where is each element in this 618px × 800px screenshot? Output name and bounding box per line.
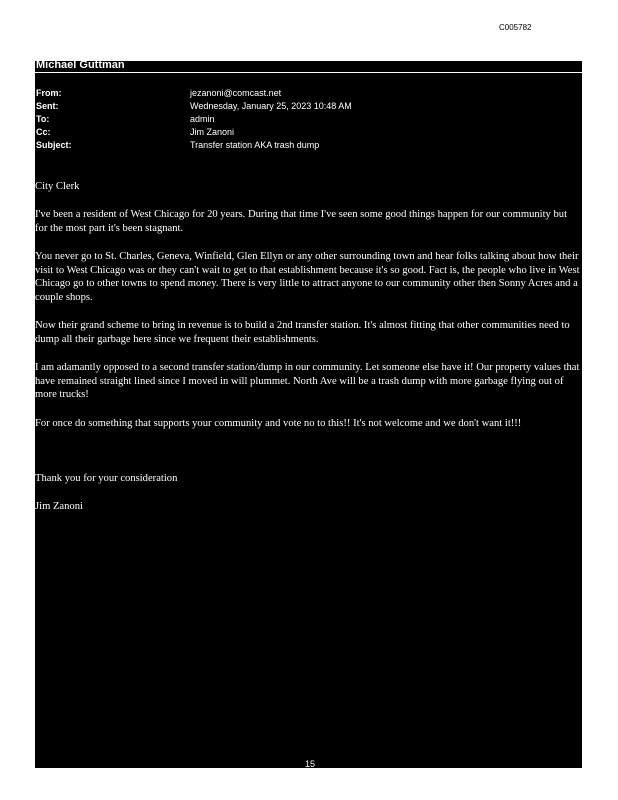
cc-label: Cc: xyxy=(36,127,51,137)
sent-value: Wednesday, January 25, 2023 10:48 AM xyxy=(190,101,352,111)
header-to-row xyxy=(36,114,215,125)
sender-name: Michael Guttman xyxy=(36,59,125,71)
bates-number: C005782 xyxy=(499,23,532,32)
subject-label: Subject: xyxy=(36,140,72,150)
body-paragraph: You never go to St. Charles, Geneva, Winfield, Glen Ellyn or any other surrounding town and hear folks talking about how their visit to West Chicago was or they can't wait to get to that establishment because it's so good. Fact is, the people who live in West Chicago go to other towns to spend money. There is very little to attract anyone to our community other then Sonny Acres and a couple shops. xyxy=(35,251,580,303)
header-sent-row xyxy=(36,101,352,112)
header-cc-row xyxy=(36,127,234,138)
closing: Thank you for your consideration xyxy=(35,473,178,484)
body-paragraph: I am adamantly opposed to a second transfer station/dump in our community. Let someone else have it! Our property values that have remained straight lined since I moved in will plummet. North Ave will be a trash dump with more garbage flying out of more trucks! xyxy=(35,362,580,401)
page-number: 15 xyxy=(305,759,316,769)
header-subject-row xyxy=(36,140,319,151)
email-printout xyxy=(35,61,582,768)
to-label: To: xyxy=(36,114,50,124)
header-from-row xyxy=(36,88,281,99)
to-value: admin xyxy=(190,114,215,124)
from-label: From: xyxy=(36,88,62,98)
body-paragraph: For once do something that supports your community and vote no to this!! It's not welcome and we don't want it!!! xyxy=(35,418,522,429)
signature: Jim Zanoni xyxy=(35,501,83,512)
cc-value: Jim Zanoni xyxy=(190,127,235,137)
subject-value: Transfer station AKA trash dump xyxy=(190,140,320,150)
header-divider xyxy=(35,72,582,73)
sent-label: Sent: xyxy=(36,101,59,111)
body-paragraph: Now their grand scheme to bring in revenue is to build a 2nd transfer station. It's almost fitting that other communities need to dump all their garbage here since we frequent their establishments. xyxy=(35,320,570,345)
from-value: jezanoni@comcast.net xyxy=(190,88,282,98)
body-paragraph: I've been a resident of West Chicago for 20 years. During that time I've seen some good things happen for our community but for the most part it's been stagnant. xyxy=(35,209,568,234)
greeting: City Clerk xyxy=(35,181,80,192)
